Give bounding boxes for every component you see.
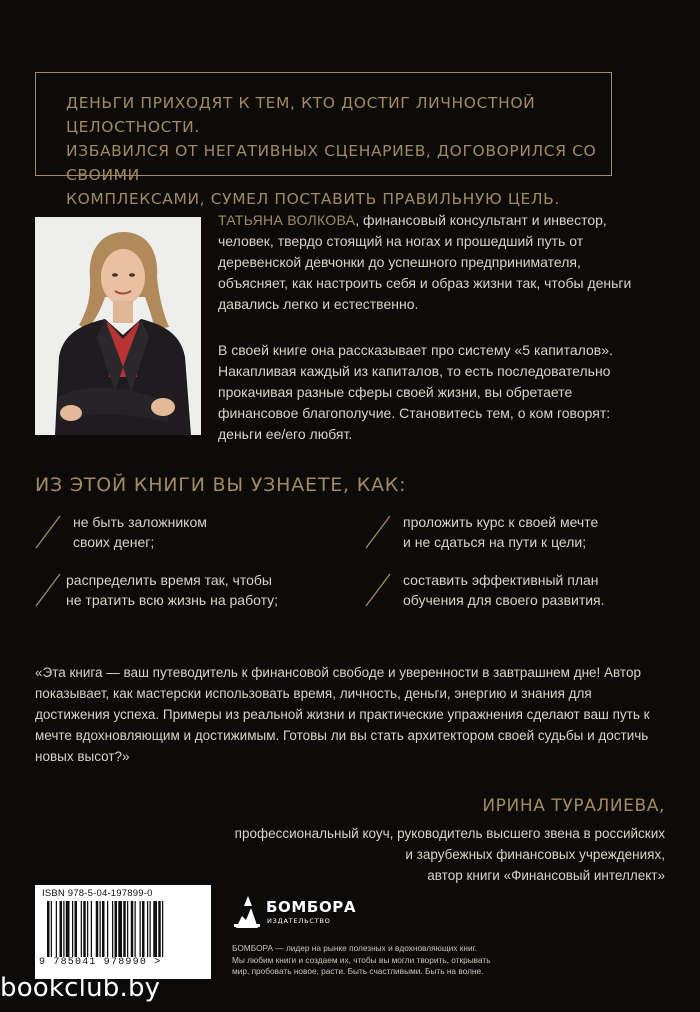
barcode-bar: [100, 901, 101, 957]
book-description: В своей книге она рассказывает про систему «5 капиталов». Накапливая каждый из капиталов, то есть последовательно прокачивая разные сферы своей жизни, вы обретаете финансовое благополучие. Становитесь тем, о ком говорят: деньги ее/его любят.: [218, 342, 613, 442]
slash-divider-icon: [30, 570, 66, 610]
barcode-bar: [81, 901, 82, 957]
barcode-bar: [123, 901, 126, 957]
barcode-box: [35, 885, 211, 979]
learn-item-1: не быть заложником своих денег;: [73, 514, 207, 550]
bombora-mountain-icon: [232, 890, 262, 930]
barcode-bar: [51, 901, 52, 957]
barcode-bar: [162, 901, 163, 957]
watermark-text: bookclub.by: [0, 973, 161, 1003]
barcode-bar: [75, 901, 78, 957]
learn-item-4: составить эффективный план обучения для своего развития.: [403, 572, 605, 608]
barcode-bar: [107, 901, 108, 957]
publisher-description: БОМБОРА — лидер на рынке полезных и вдохновляющих книг. Мы любим книги и создаем их, чтобы вы могли творить, открывать мир, пробовать новое, расти. Быть счастливыми. Быть на волне.: [232, 943, 491, 976]
barcode-bar: [60, 901, 63, 957]
learn-item-3: распределить время так, чтобы не тратить всю жизнь на работу;: [66, 572, 279, 608]
barcode-bar: [72, 901, 73, 957]
author-bio: [218, 210, 638, 315]
barcode-bar: [147, 901, 148, 957]
slash-divider-icon: [360, 512, 396, 552]
author-photo: [35, 217, 201, 435]
barcode-bar: [153, 901, 157, 957]
publisher-subtitle: ИЗДАТЕЛЬСТВО: [267, 917, 331, 925]
barcode-bar: [91, 901, 92, 957]
barcode-bar: [142, 901, 145, 957]
barcode-bar: [158, 901, 161, 957]
isbn-text: ISBN 978-5-04-197899-0: [42, 888, 153, 899]
barcode-bar: [47, 901, 50, 957]
barcode-bar: [150, 901, 151, 957]
quote-box: [35, 72, 612, 208]
barcode-bar: [102, 901, 105, 957]
publisher-name: БОМБОРА: [266, 898, 357, 916]
barcode-bar: [135, 901, 136, 957]
barcode-bar: [56, 901, 57, 957]
learn-heading: ИЗ ЭТОЙ КНИГИ ВЫ УЗНАЕТЕ, КАК:: [35, 474, 407, 496]
barcode-digits: 9 785041 978990 >: [39, 957, 162, 968]
slash-divider-icon: [30, 512, 66, 552]
slash-divider-icon: [360, 570, 396, 610]
barcode-bar: [127, 901, 128, 957]
reviewer-role: профессиональный коуч, руководитель высшего звена в российских и зарубежных финансовых учреждениях, автор книги «Финансовый интеллект»: [234, 826, 665, 883]
barcode-bar: [115, 901, 118, 957]
barcode-bar: [87, 901, 88, 957]
barcode-bar: [140, 901, 141, 957]
learn-item-2: проложить курс к своей мечте и не сдаться на пути к цели;: [403, 514, 599, 550]
author-name: ТАТЬЯНА ВОЛКОВА: [218, 212, 356, 228]
quote-text: ДЕНЬГИ ПРИХОДЯТ К ТЕМ, КТО ДОСТИГ ЛИЧНОСТНОЙ ЦЕЛОСТНОСТИ. ИЗБАВИЛСЯ ОТ НЕГАТИВНЫХ СЦЕНАРИЕВ, ДОГОВОРИЛСЯ СО СВОИМИ КОМПЛЕКСАМИ, СУМЕЛ ПОСТАВИТЬ ПРАВИЛЬНУЮ ЦЕЛЬ.: [66, 94, 597, 208]
author-portrait-image: [35, 217, 201, 435]
publisher-logo: [232, 890, 372, 930]
barcode-bar: [118, 901, 122, 957]
author-bio-text: , финансовый консультант и инвестор, человек, твердо стоящий на ногах и прошедший путь от деревенской девчонки до успешного предпринимателя, объясняет, как настроить себя и образ жизни так, чтобы деньги давались легко и естественно.: [218, 212, 632, 312]
barcode-bar: [63, 901, 64, 957]
barcode-bar: [83, 901, 86, 957]
barcode-bar: [66, 901, 70, 957]
barcode-bar: [96, 901, 99, 957]
barcode-image: [47, 901, 199, 957]
reviewer-name: ИРИНА ТУРАЛИЕВА,: [482, 796, 665, 816]
review-quote: «Эта книга — ваш путеводитель к финансовой свободе и уверенности в завтрашнем дне! Автор показывает, как мастерски использовать время, личность, деньги, энергию и знания для достижения успеха. Примеры из реальной жизни и практические упражнения сделают ваш путь к мечте вдохновляющим и достижимым. Готовы ли вы стать архитектором своей судьбы и достичь новых высот?»: [35, 665, 650, 764]
barcode-bar: [112, 901, 113, 957]
barcode-bar: [131, 901, 134, 957]
